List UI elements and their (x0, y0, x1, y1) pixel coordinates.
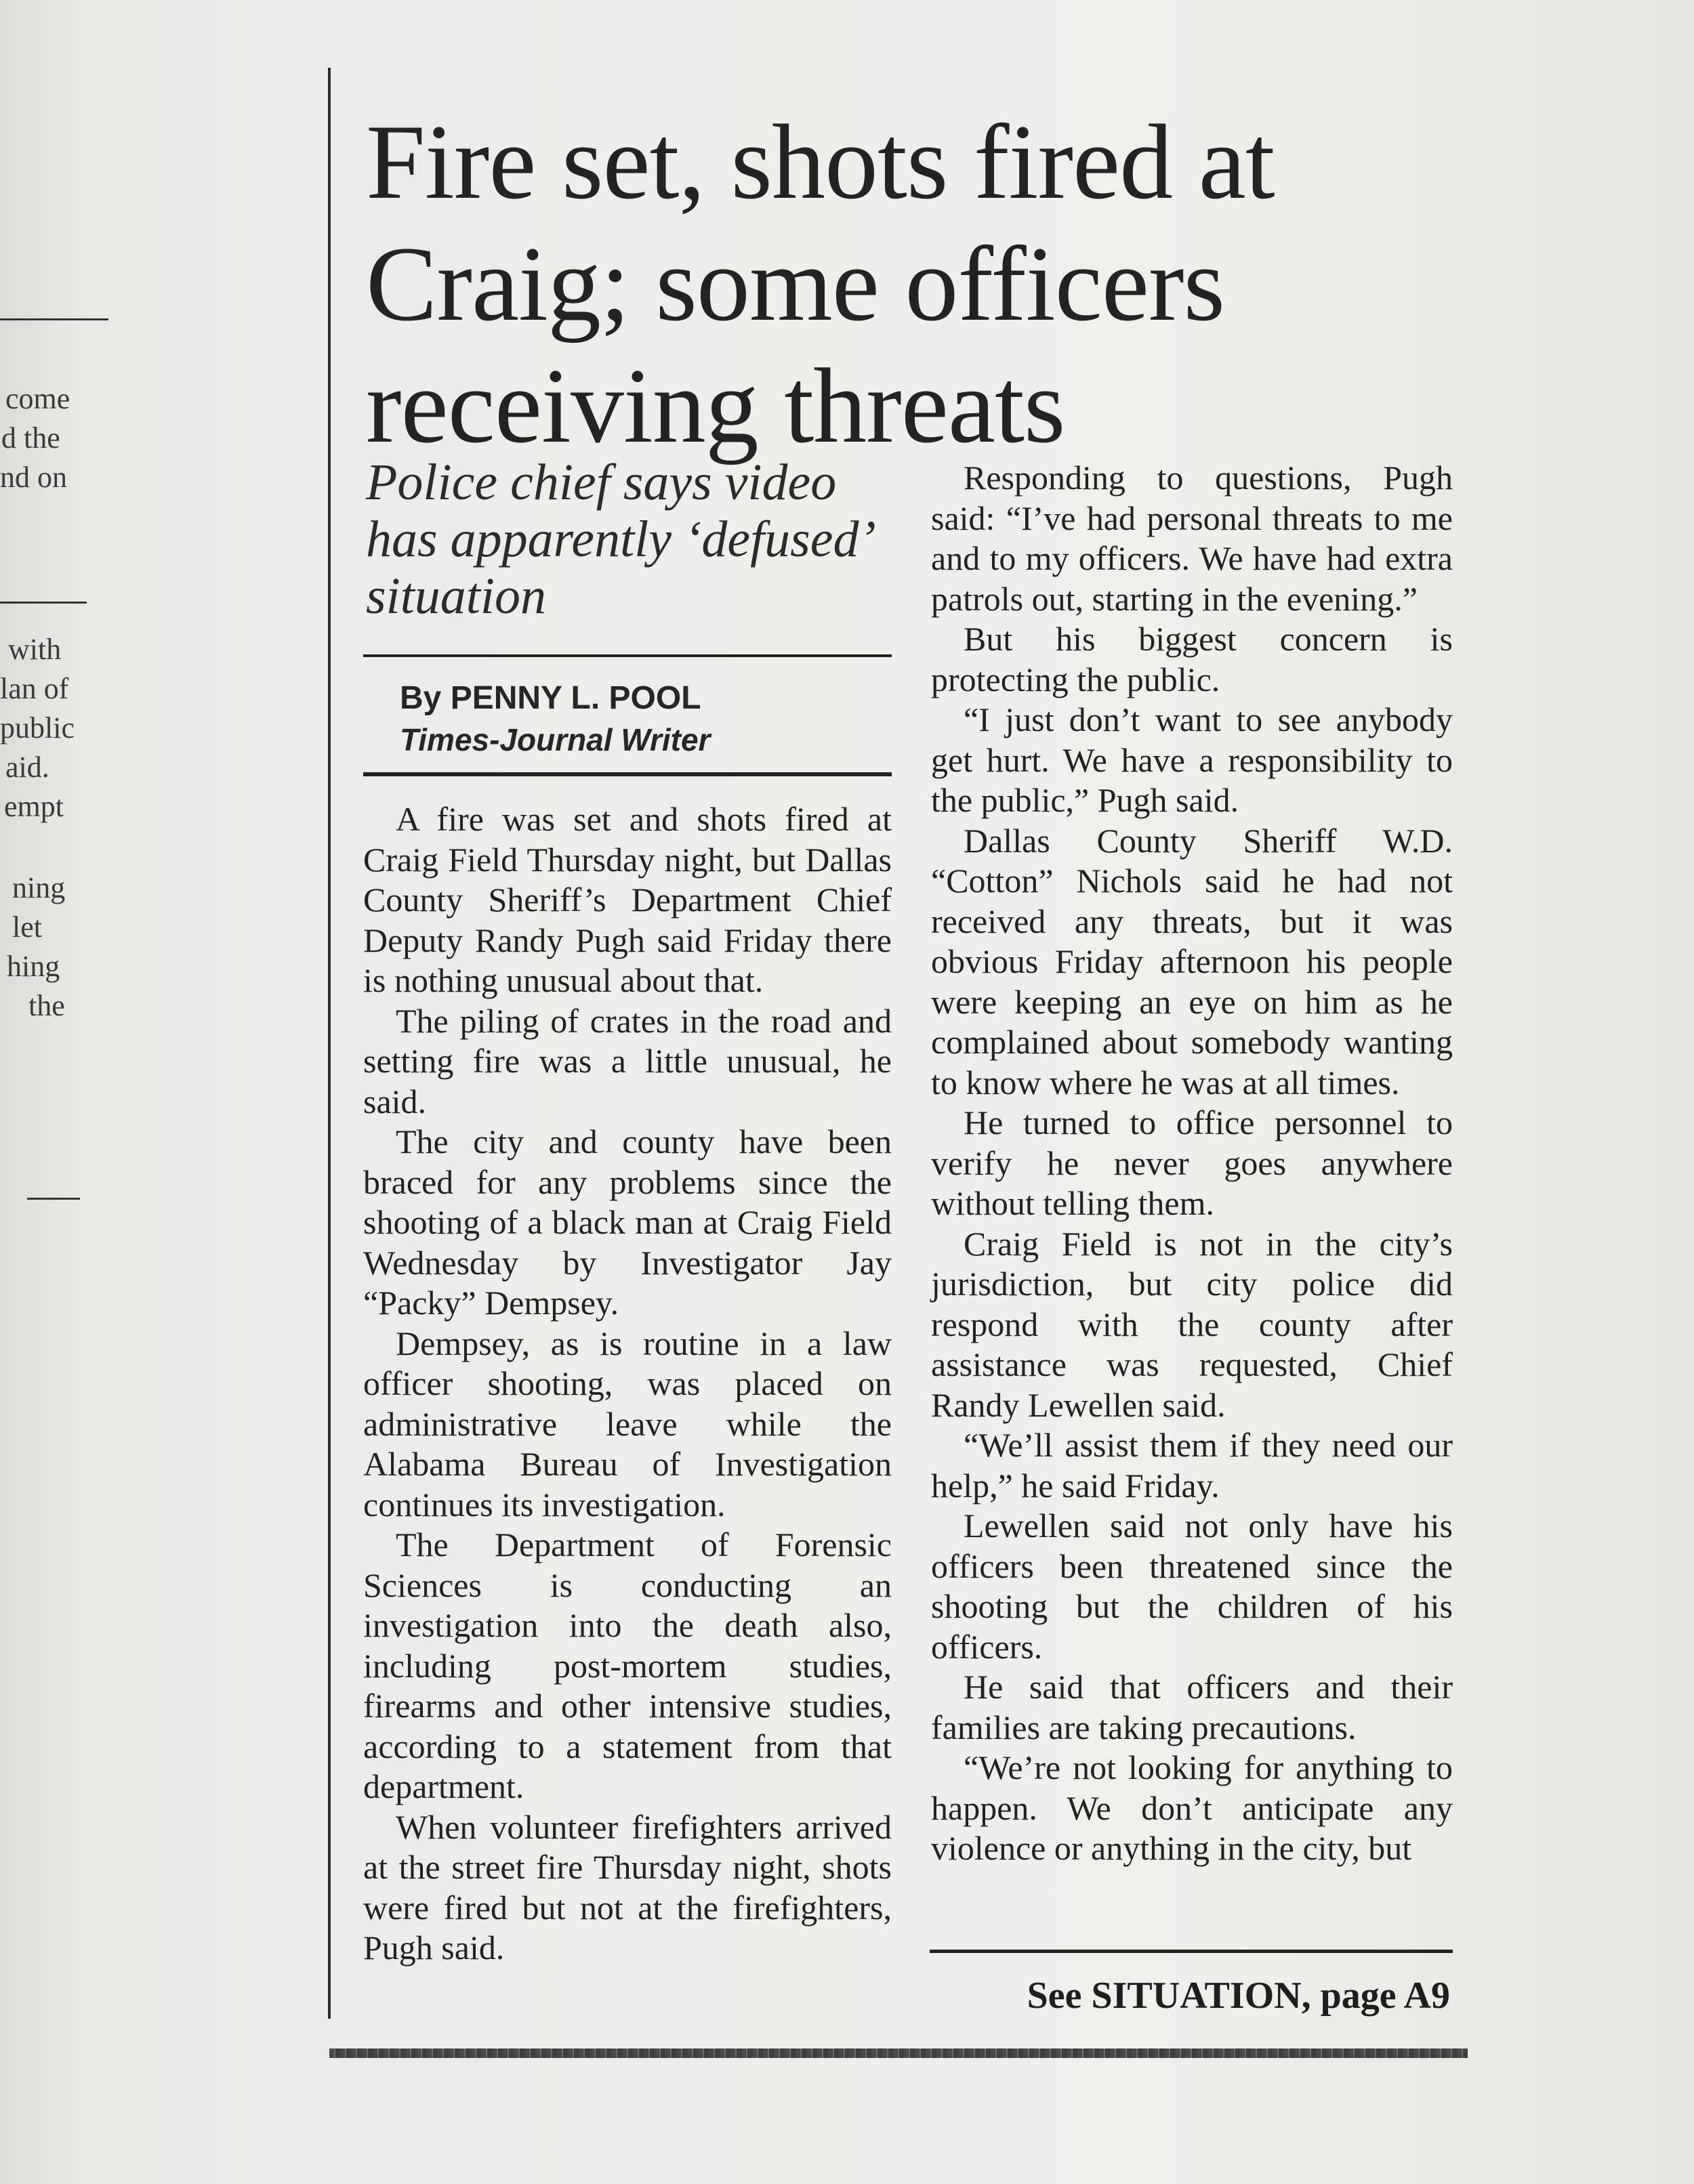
paragraph: Lewellen said not only have his officers been threatened since the shooting but the children of his officers. (931, 1507, 1453, 1666)
fragment-divider (0, 602, 87, 604)
paragraph: “We’re not looking for anything to happen. We don’t anticipate any violence or anything in the city, but (931, 1748, 1453, 1867)
fragment-line: let (12, 910, 42, 944)
byline-name: By PENNY L. POOL (400, 680, 701, 716)
paragraph: “We’ll assist them if they need our help,” he said Friday. (931, 1426, 1453, 1505)
paragraph: He said that officers and their families are taking precautions. (931, 1668, 1453, 1746)
paragraph: Craig Field is not in the city’s jurisdiction, but city police did respond with the county after assistance was requested, Chief Randy Lewellen said. (931, 1224, 1453, 1424)
fragment-line: with (8, 633, 62, 666)
paragraph: A fire was set and shots fired at Craig Field Thursday night, but Dallas County Sheriff’s Department Chief Deputy Randy Pugh said Friday there is nothing unusual about that. (363, 800, 892, 999)
fragment-line: d the (1, 421, 60, 455)
fragment-divider (0, 318, 108, 320)
fragment-line: nd on (0, 461, 67, 494)
byline-divider (363, 772, 892, 776)
byline-role: Times-Journal Writer (400, 722, 711, 757)
paragraph: But his biggest concern is protecting the public. (931, 620, 1453, 698)
paragraph: He turned to office personnel to verify he never goes anywhere without telling them. (931, 1104, 1453, 1222)
fragment-divider (27, 1198, 80, 1200)
fragment-line: aid. (5, 751, 49, 784)
fragment-line: hing (7, 950, 60, 983)
article-deck: Police chief says video has apparently ‘defused’ situation (366, 454, 871, 625)
paragraph: Responding to questions, Pugh said: “I’ve had personal threats to me and to my officers. We have had extra patrols out, starting in the evening.” (931, 459, 1453, 618)
article-column-left (363, 799, 892, 1969)
fragment-line: ning (12, 871, 66, 904)
byline (400, 677, 710, 760)
paragraph: The city and county have been braced for any problems since the shooting of a black man at Craig Field Wednesday by Investigator Jay “Packy” Dempsey. (363, 1122, 892, 1322)
paragraph: Dempsey, as is routine in a law officer shooting, was placed on administrative leave while the Alabama Bureau of Investigation continues its investigation. (363, 1324, 892, 1524)
jump-divider (930, 1950, 1453, 1953)
paragraph: The piling of crates in the road and setting fire was a little unusual, he said. (363, 1001, 892, 1120)
fragment-line: come (5, 382, 70, 415)
paragraph: The Department of Forensic Sciences is conducting an investigation into the death also, including post-mortem studies, firearms and other intensive studies, according to a statement from that department. (363, 1526, 892, 1805)
fragment-line: public (0, 711, 75, 744)
article-column-right (931, 458, 1453, 1869)
fragment-line: the (28, 989, 65, 1022)
deck-divider (363, 654, 892, 657)
page-bottom-rule (329, 2049, 1468, 2058)
paragraph: When volunteer firefighters arrived at the street fire Thursday night, shots were fired but not at the firefighters, Pugh said. (363, 1807, 892, 1967)
jump-line: See SITUATION, page A9 (1027, 1975, 1450, 2017)
article-headline: Fire set, shots fired at Craig; some officers receiving threats (366, 103, 1275, 465)
column-rule (328, 68, 331, 2019)
paragraph: “I just don’t want to see anybody get hurt. We have a responsibility to the public,” Pugh said. (931, 700, 1453, 819)
fragment-line: lan of (0, 672, 69, 705)
fragment-line: empt (4, 790, 64, 823)
paragraph: Dallas County Sheriff W.D. “Cotton” Nichols said he had not received any threats, but it was obvious Friday afternoon his people were keeping an eye on him as he complained about somebody wanting to know where he was at all times. (931, 821, 1453, 1101)
